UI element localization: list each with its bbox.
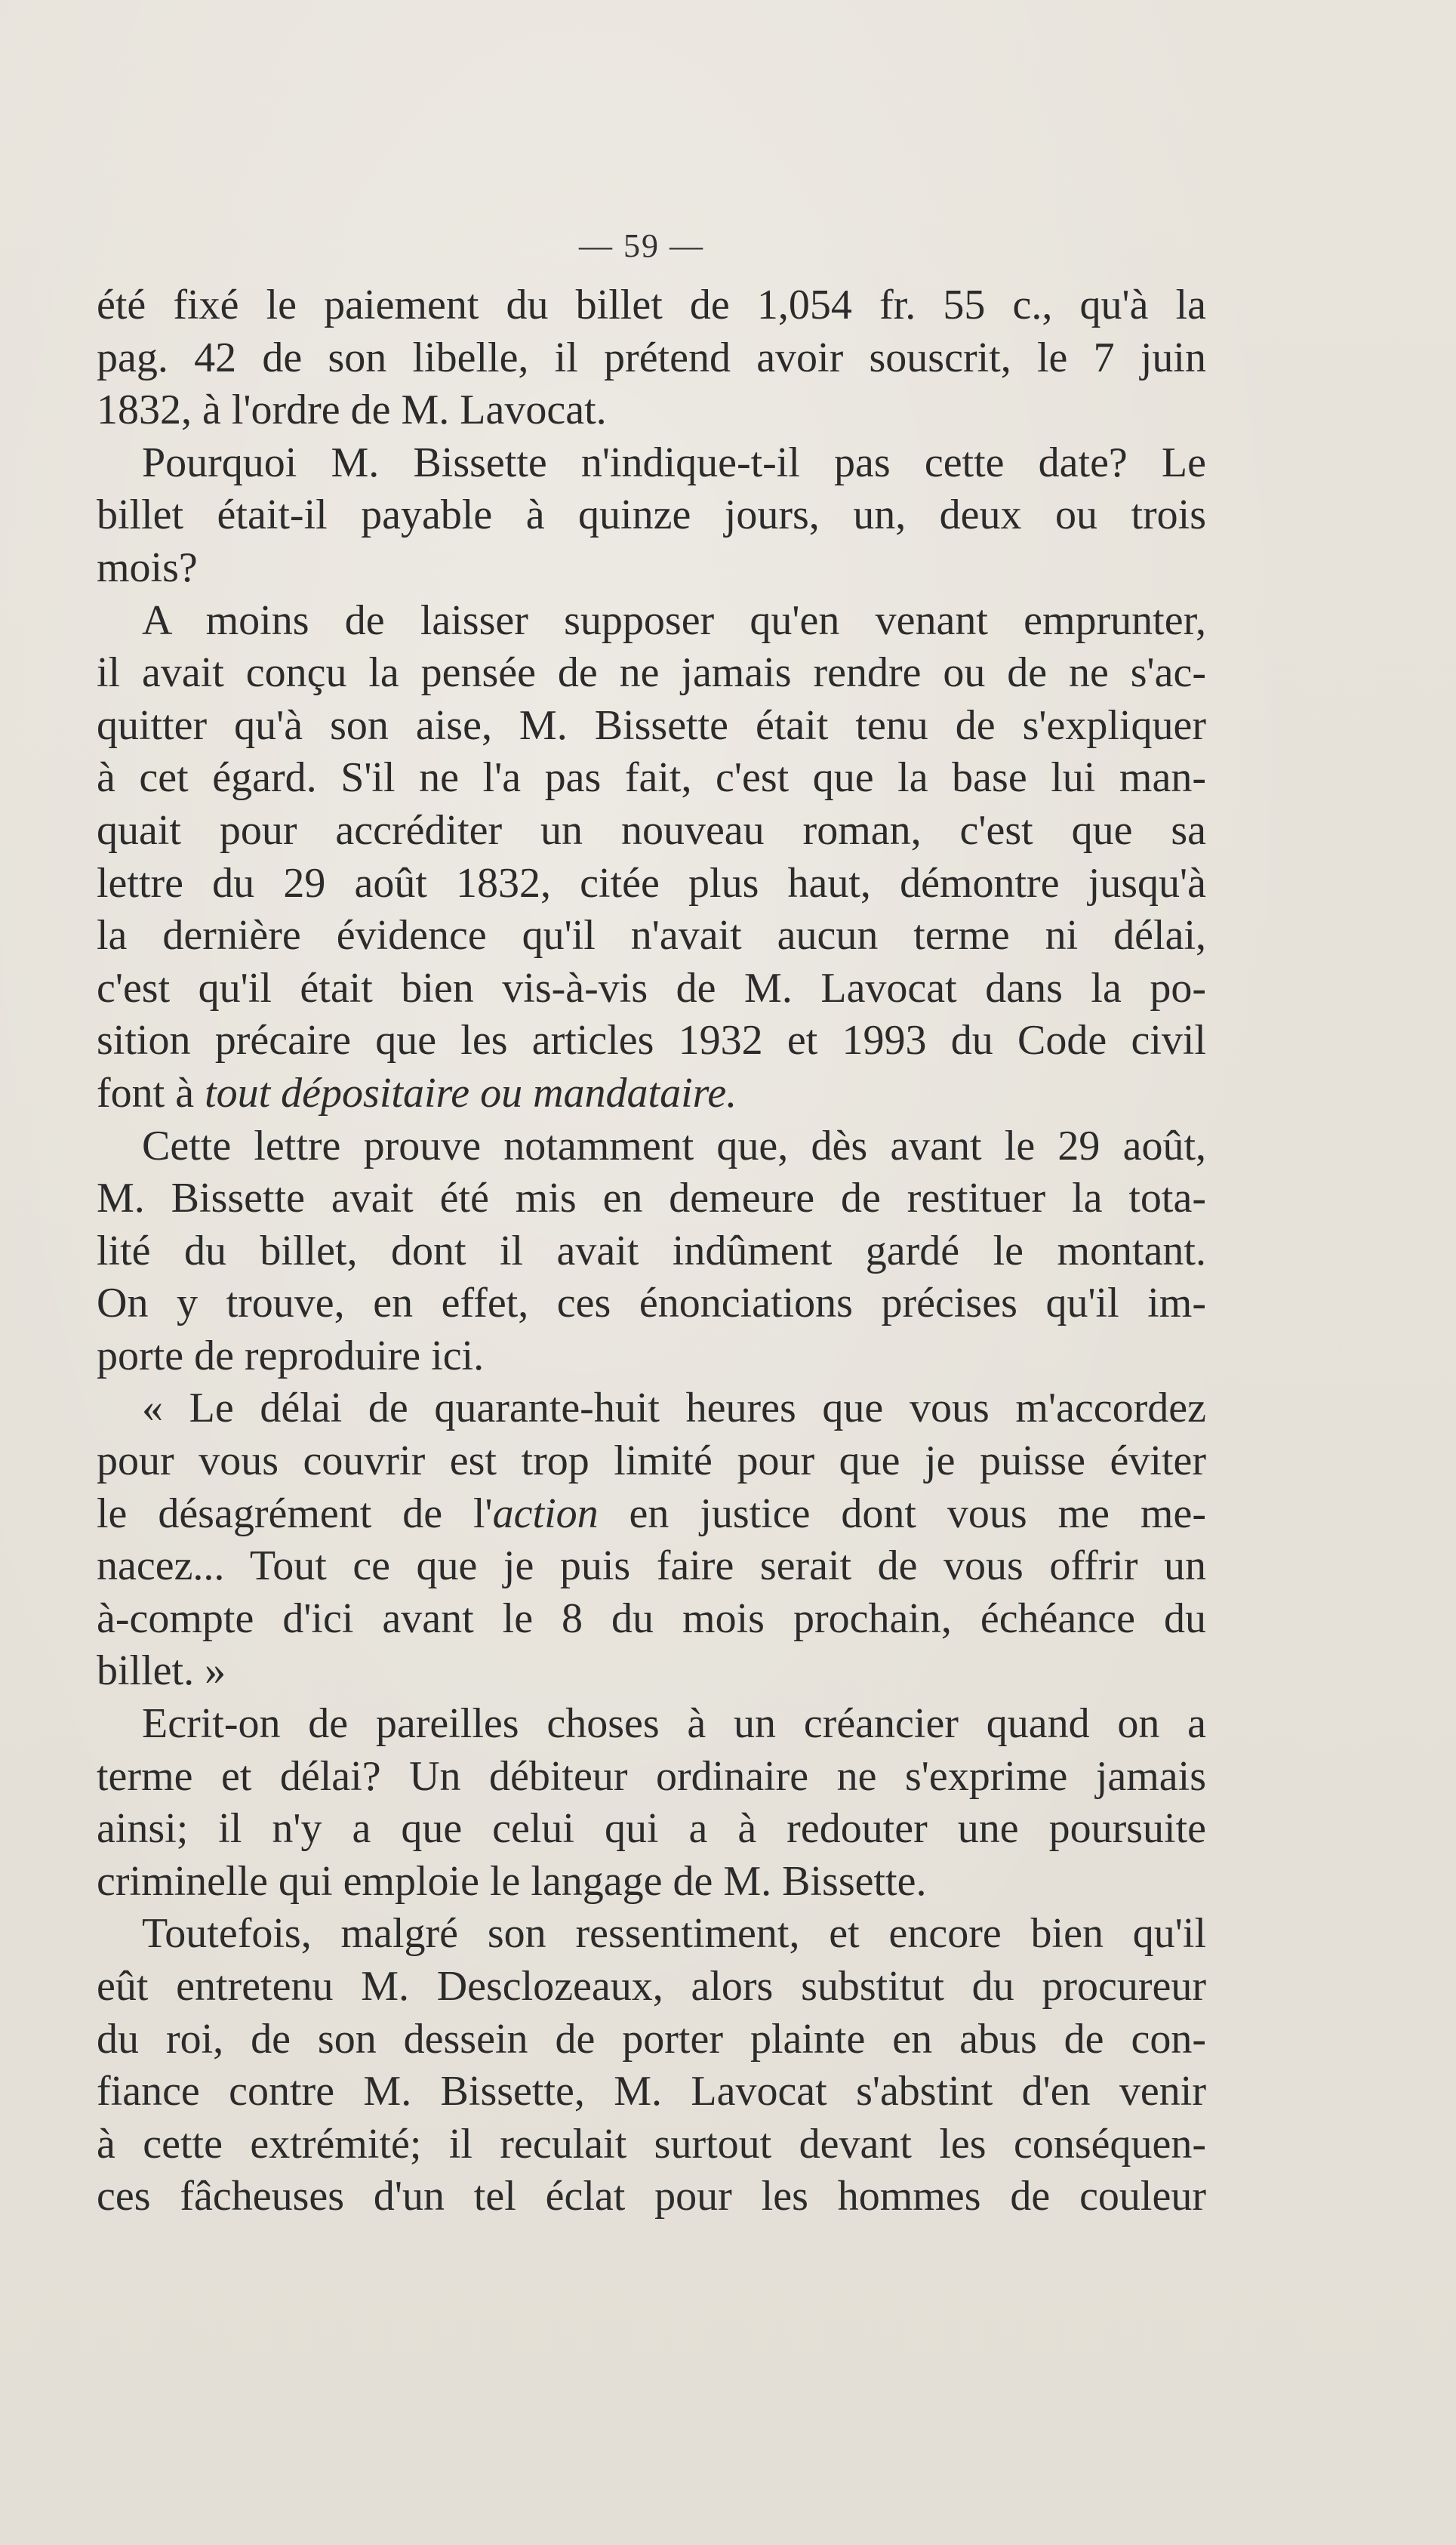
text-line-content: nacez... Tout ce que je puis faire serait de vous offrir un (97, 1542, 1206, 1590)
text-line (97, 2066, 1206, 2118)
text-line (97, 1698, 1206, 1751)
text-line (97, 910, 1206, 963)
text-line (97, 279, 1206, 332)
text-line-content: sition précaire que les articles 1932 et 1993 du Code civil (97, 1017, 1206, 1065)
text-line (97, 2014, 1206, 2066)
text-line-content: la dernière évidence qu'il n'avait aucun terme ni délai, (97, 912, 1206, 960)
text-line (97, 332, 1206, 385)
text-line-content: Pourquoi M. Bissette n'indique-t-il pas cette date? Le (142, 439, 1206, 486)
text-line (97, 1645, 1206, 1698)
text-line (97, 1225, 1206, 1278)
text-line (97, 752, 1206, 805)
text-line-content: « Le délai de quarante-huit heures que vous m'accordez (142, 1385, 1206, 1432)
text-line-content: font à (97, 1069, 205, 1117)
text-line-content: ainsi; il n'y a que celui qui a à redouter une poursuite (97, 1805, 1206, 1853)
text-line-content: à-compte d'ici avant le 8 du mois prochain, échéance du (97, 1594, 1206, 1642)
text-line (97, 595, 1206, 648)
text-line-content: il avait conçu la pensée de ne jamais rendre ou de ne s'ac- (97, 649, 1206, 697)
text-line-content: pag. 42 de son libelle, il prétend avoir souscrit, le 7 juin (97, 334, 1206, 381)
text-line (97, 1908, 1206, 1961)
text-line-content: lité du billet, dont il avait indûment gardé le montant. (97, 1227, 1206, 1274)
text-line-content: 1832, à l'ordre de M. Lavocat. (97, 387, 607, 434)
text-line (97, 1068, 1206, 1120)
text-line-content: criminelle qui emploie le langage de M. Bissette. (97, 1857, 927, 1905)
text-line (97, 1856, 1206, 1909)
text-line (97, 647, 1206, 700)
text-line-content: fiance contre M. Bissette, M. Lavocat s'abstint d'en venir (97, 2068, 1206, 2115)
text-line (97, 1593, 1206, 1646)
text-line (97, 437, 1206, 490)
text-line (97, 1751, 1206, 1804)
text-line (97, 1277, 1206, 1330)
text-line (97, 805, 1206, 858)
text-line (97, 2118, 1206, 2171)
page-number: — 59 — (579, 227, 704, 264)
text-line (97, 1330, 1206, 1383)
text-line (97, 1435, 1206, 1488)
text-line-continuation: en justice dont vous me me- (598, 1490, 1206, 1537)
text-line-content: Ecrit-on de pareilles choses à un créancier quand on a (142, 1700, 1206, 1748)
text-line (97, 542, 1206, 595)
text-line (97, 963, 1206, 1015)
text-line-content: M. Bissette avait été mis en demeure de restituer la tota- (97, 1175, 1206, 1222)
text-line-content: quitter qu'à son aise, M. Bissette était tenu de s'expliquer (97, 701, 1206, 749)
text-line-content: Cette lettre prouve notamment que, dès avant le 29 août, (142, 1122, 1206, 1169)
text-line (97, 489, 1206, 542)
text-line (97, 1540, 1206, 1593)
text-line-content: eût entretenu M. Desclozeaux, alors substitut du procureur (97, 1963, 1206, 2010)
text-line-content: lettre du 29 août 1832, citée plus haut, démontre jusqu'à (97, 859, 1206, 907)
text-line (97, 1382, 1206, 1435)
text-line-content: à cet égard. S'il ne l'a pas fait, c'est que la base lui man- (97, 754, 1206, 802)
text-line-content: pour vous couvrir est trop limité pour que je puisse éviter (97, 1437, 1206, 1485)
text-line-content: porte de reproduire ici. (97, 1332, 485, 1379)
text-line (97, 384, 1206, 437)
text-line-content: A moins de laisser supposer qu'en venant emprunter, (142, 596, 1206, 644)
text-line-content: été fixé le paiement du billet de 1,054 fr. 55 c., qu'à la (97, 282, 1206, 328)
text-line (97, 1120, 1206, 1173)
text-line (97, 1803, 1206, 1856)
text-line (97, 700, 1206, 753)
italic-text: tout dépositaire ou mandataire. (205, 1069, 737, 1117)
text-line (97, 2171, 1206, 2223)
text-line (97, 1172, 1206, 1225)
text-line (97, 858, 1206, 910)
text-line-content: Toutefois, malgré son ressentiment, et encore bien qu'il (142, 1910, 1206, 1958)
text-line (97, 1961, 1206, 2014)
text-line-content: terme et délai? Un débiteur ordinaire ne s'exprime jamais (97, 1752, 1206, 1800)
text-line (97, 1015, 1206, 1068)
text-line-content: On y trouve, en effet, ces énonciations précises qu'il im- (97, 1280, 1206, 1327)
text-line-content: c'est qu'il était bien vis-à-vis de M. Lavocat dans la po- (97, 964, 1206, 1012)
text-line-content: mois? (97, 544, 198, 591)
text-line-content: le désagrément de l' (97, 1490, 493, 1537)
italic-text: action (492, 1490, 599, 1537)
body-text (97, 279, 1206, 2223)
text-line (97, 1488, 1206, 1541)
text-line-content: billet était-il payable à quinze jours, un, deux ou trois (97, 491, 1206, 539)
text-line-content: billet. » (97, 1647, 226, 1695)
text-line-content: ces fâcheuses d'un tel éclat pour les hommes de couleur (97, 2173, 1206, 2220)
text-line-content: quait pour accréditer un nouveau roman, c'est que sa (97, 806, 1206, 854)
text-line-content: du roi, de son dessein de porter plainte en abus de con- (97, 2015, 1206, 2063)
text-line-content: à cette extrémité; il reculait surtout devant les conséquen- (97, 2120, 1206, 2168)
